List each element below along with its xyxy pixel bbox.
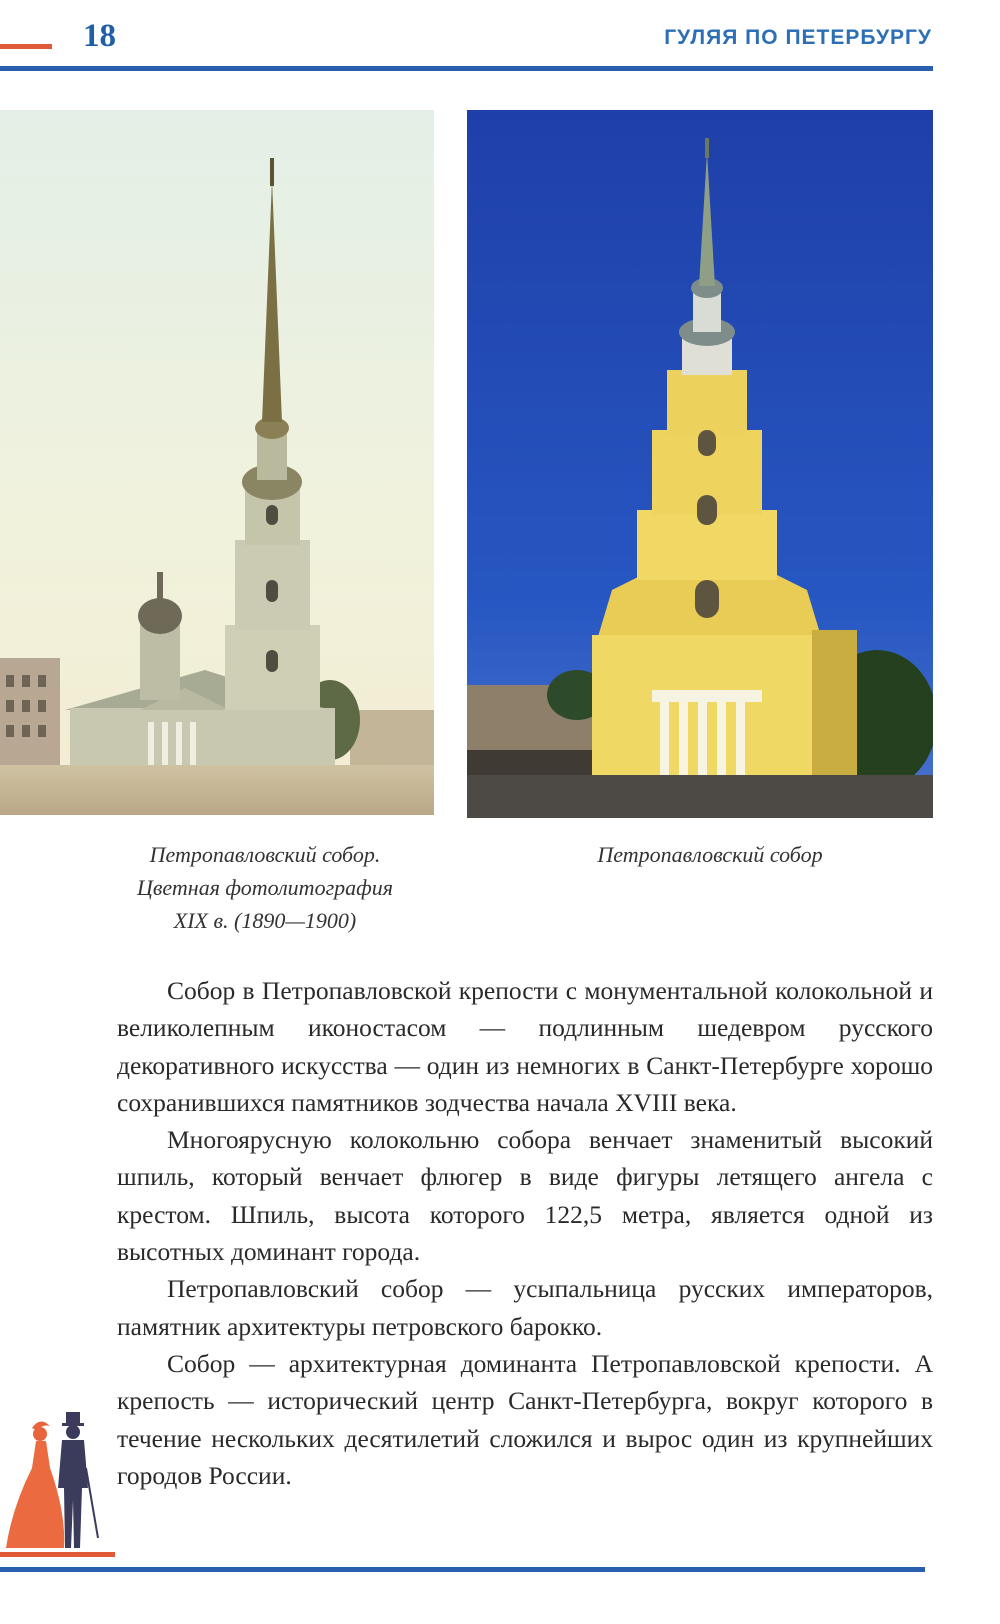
caption-line: Цветная фотолитография	[136, 875, 394, 900]
footer-accent-line	[0, 1552, 115, 1557]
paragraph: Собор в Петропавловской крепости с монументальной колокольной и великолепным иконостасом — подлинным шедевром русского декоративного искусства — один из немногих в Санкт-Петербурге хорошо сохранившихся памятников зодчества начала XVIII века.	[117, 976, 933, 1117]
page-number: 18	[83, 18, 116, 54]
cathedral-photo-image	[467, 110, 933, 818]
paragraph: Собор — архитектурная доминанта Петропавловской крепости. А крепость — исторический центр Санкт-Петербурга, вокруг которого в течение нескольких десятилетий сложился и вырос один из крупнейших городов России.	[117, 1348, 933, 1490]
footer-rule	[0, 1567, 925, 1572]
caption-line: Петропавловский собор	[597, 842, 823, 867]
couple-silhouette-icon	[6, 1408, 104, 1550]
caption-line: XIX в. (1890—1900)	[173, 908, 357, 933]
header-accent-line	[0, 44, 52, 49]
figure-caption-photo	[545, 838, 875, 871]
running-title: ГУЛЯЯ ПО ПЕТЕРБУРГУ	[664, 26, 932, 49]
paragraph: Многоярусную колокольню собора венчает знаменитый высокий шпиль, который венчает флюгер в виде фигуры летящего ангела с крестом. Шпиль, высота которого 122,5 метра, является одной из высотных доминант города.	[117, 1125, 933, 1267]
header-rule	[0, 66, 933, 71]
figure-caption-photolithograph	[90, 838, 440, 937]
paragraph: Петропавловский собор — усыпальница русских императоров, памятник архитектуры петровского барокко.	[117, 1274, 933, 1341]
article-body	[117, 972, 933, 1494]
caption-line: Петропавловский собор.	[149, 842, 381, 867]
cathedral-photolithograph-image	[0, 110, 434, 815]
